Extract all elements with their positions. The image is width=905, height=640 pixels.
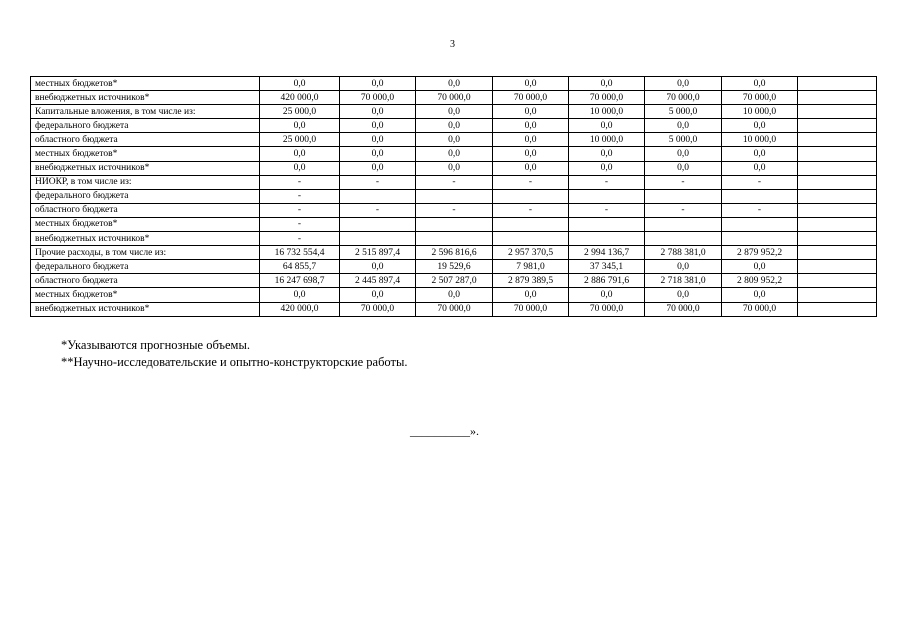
table-cell: 2 879 952,2	[722, 246, 798, 260]
table-cell: 0,0	[260, 147, 340, 161]
table-cell: 25 000,0	[260, 133, 340, 147]
table-row	[31, 288, 877, 302]
table-cell: 2 507 287,0	[416, 274, 493, 288]
table-cell	[645, 232, 722, 246]
table-cell	[569, 189, 645, 203]
table-row	[31, 77, 877, 91]
table-cell: 0,0	[416, 119, 493, 133]
footnote-forecast: *Указываются прогнозные объемы.	[61, 338, 250, 352]
table-cell: 0,0	[416, 77, 493, 91]
table-cell: 70 000,0	[569, 302, 645, 316]
table-cell: 10 000,0	[722, 105, 798, 119]
table-cell: 0,0	[493, 105, 569, 119]
row-label: внебюджетных источников*	[31, 302, 260, 316]
table-cell	[798, 274, 877, 288]
table-cell: 70 000,0	[722, 91, 798, 105]
table-cell: 0,0	[340, 147, 416, 161]
table-cell: 70 000,0	[645, 302, 722, 316]
table-cell	[340, 189, 416, 203]
table-cell	[340, 217, 416, 231]
table-cell: 2 515 897,4	[340, 246, 416, 260]
table-cell: -	[645, 175, 722, 189]
table-cell: -	[260, 189, 340, 203]
table-cell: 2 809 952,2	[722, 274, 798, 288]
table-cell: -	[722, 175, 798, 189]
table-cell: 2 788 381,0	[645, 246, 722, 260]
table-cell: 420 000,0	[260, 302, 340, 316]
budget-table	[30, 76, 877, 317]
table-cell: 0,0	[645, 119, 722, 133]
table-cell	[798, 203, 877, 217]
table-cell	[493, 217, 569, 231]
row-label: внебюджетных источников*	[31, 232, 260, 246]
row-label: Прочие расходы, в том числе из:	[31, 246, 260, 260]
table-cell	[798, 246, 877, 260]
table-cell: 0,0	[416, 161, 493, 175]
table-cell: 2 445 897,4	[340, 274, 416, 288]
table-cell: 0,0	[260, 77, 340, 91]
table-cell: 0,0	[569, 161, 645, 175]
table-row	[31, 133, 877, 147]
table-cell: -	[416, 203, 493, 217]
table-row	[31, 91, 877, 105]
table-cell: -	[416, 175, 493, 189]
table-cell: 0,0	[645, 77, 722, 91]
table-cell	[493, 232, 569, 246]
table-cell: 0,0	[416, 105, 493, 119]
table-cell: 70 000,0	[493, 91, 569, 105]
table-cell: 0,0	[493, 147, 569, 161]
table-cell: 10 000,0	[722, 133, 798, 147]
table-cell	[569, 232, 645, 246]
row-label: внебюджетных источников*	[31, 161, 260, 175]
table-cell: -	[722, 203, 798, 217]
table-cell: 70 000,0	[416, 91, 493, 105]
table-cell: 5 000,0	[645, 133, 722, 147]
table-cell	[493, 189, 569, 203]
table-row	[31, 105, 877, 119]
table-cell	[798, 232, 877, 246]
table-row	[31, 260, 877, 274]
table-cell	[798, 175, 877, 189]
table-cell: 0,0	[569, 288, 645, 302]
table-cell: -	[340, 203, 416, 217]
table-row	[31, 147, 877, 161]
table-cell: 0,0	[722, 161, 798, 175]
table-cell: 0,0	[569, 77, 645, 91]
footnote-niokr: **Научно-исследовательские и опытно-конструкторские работы.	[61, 355, 408, 369]
row-label: Капитальные вложения, в том числе из:	[31, 105, 260, 119]
table-cell: 25 000,0	[260, 105, 340, 119]
table-cell: 0,0	[416, 147, 493, 161]
footnotes	[61, 337, 408, 371]
table-row	[31, 203, 877, 217]
table-cell: -	[569, 175, 645, 189]
row-label: федерального бюджета	[31, 260, 260, 274]
table-cell	[722, 232, 798, 246]
table-cell	[798, 260, 877, 274]
table-cell: 0,0	[340, 133, 416, 147]
table-cell: -	[340, 175, 416, 189]
table-cell	[798, 288, 877, 302]
table-cell: -	[493, 203, 569, 217]
table-cell	[798, 77, 877, 91]
table-cell: 0,0	[722, 119, 798, 133]
table-cell: 0,0	[722, 77, 798, 91]
table-cell	[722, 189, 798, 203]
table-cell: 420 000,0	[260, 91, 340, 105]
table-cell: 2 994 136,7	[569, 246, 645, 260]
table-cell: 0,0	[569, 119, 645, 133]
table-cell: 2 718 381,0	[645, 274, 722, 288]
table-cell	[645, 189, 722, 203]
table-cell	[645, 217, 722, 231]
table-cell: 70 000,0	[493, 302, 569, 316]
table-cell: 0,0	[340, 288, 416, 302]
table-cell: 0,0	[645, 147, 722, 161]
table-cell: 0,0	[493, 77, 569, 91]
table-row	[31, 274, 877, 288]
table-cell: -	[493, 175, 569, 189]
table-cell	[798, 161, 877, 175]
table-cell	[798, 91, 877, 105]
table-cell: 7 981,0	[493, 260, 569, 274]
table-cell: 70 000,0	[722, 302, 798, 316]
table-cell: 5 000,0	[645, 105, 722, 119]
table-row	[31, 175, 877, 189]
table-row	[31, 232, 877, 246]
table-cell	[722, 217, 798, 231]
row-label: областного бюджета	[31, 274, 260, 288]
table-cell: 0,0	[416, 133, 493, 147]
closing-mark: __________».	[410, 424, 479, 438]
table-cell: -	[260, 203, 340, 217]
table-cell	[798, 189, 877, 203]
row-label: местных бюджетов*	[31, 217, 260, 231]
page-number: 3	[450, 39, 455, 50]
table-cell	[798, 133, 877, 147]
row-label: областного бюджета	[31, 133, 260, 147]
table-cell: 64 855,7	[260, 260, 340, 274]
table-row	[31, 189, 877, 203]
table-cell: 0,0	[722, 147, 798, 161]
table-cell: 2 886 791,6	[569, 274, 645, 288]
table-cell: 0,0	[493, 161, 569, 175]
table-cell: 2 879 389,5	[493, 274, 569, 288]
table-cell: 0,0	[340, 119, 416, 133]
table-row	[31, 217, 877, 231]
table-cell: 70 000,0	[645, 91, 722, 105]
table-cell: 70 000,0	[416, 302, 493, 316]
table-cell: 0,0	[260, 161, 340, 175]
table-cell: 0,0	[493, 133, 569, 147]
table-cell: -	[645, 203, 722, 217]
table-row	[31, 302, 877, 316]
row-label: федерального бюджета	[31, 189, 260, 203]
table-cell: 0,0	[645, 288, 722, 302]
row-label: областного бюджета	[31, 203, 260, 217]
table-cell: 10 000,0	[569, 105, 645, 119]
table-row	[31, 246, 877, 260]
table-cell	[340, 232, 416, 246]
table-cell: -	[260, 217, 340, 231]
table-cell: -	[569, 203, 645, 217]
table-cell: 0,0	[416, 288, 493, 302]
table-cell	[798, 119, 877, 133]
table-cell: 0,0	[260, 288, 340, 302]
table-cell: 0,0	[493, 288, 569, 302]
row-label: внебюджетных источников*	[31, 91, 260, 105]
table-cell	[798, 217, 877, 231]
table-cell: 10 000,0	[569, 133, 645, 147]
table-cell: 37 345,1	[569, 260, 645, 274]
table-cell: 0,0	[722, 288, 798, 302]
table-cell: 16 247 698,7	[260, 274, 340, 288]
table-cell	[798, 302, 877, 316]
table-cell: 0,0	[493, 119, 569, 133]
budget-table-body	[31, 77, 877, 317]
table-cell: 0,0	[340, 161, 416, 175]
table-cell	[416, 217, 493, 231]
table-row	[31, 161, 877, 175]
table-cell: 0,0	[340, 260, 416, 274]
table-cell: 70 000,0	[340, 302, 416, 316]
table-cell: 70 000,0	[569, 91, 645, 105]
table-cell: 0,0	[722, 260, 798, 274]
table-cell	[416, 232, 493, 246]
table-cell: 0,0	[569, 147, 645, 161]
table-cell	[416, 189, 493, 203]
row-label: местных бюджетов*	[31, 77, 260, 91]
table-cell: 19 529,6	[416, 260, 493, 274]
table-cell: 0,0	[645, 260, 722, 274]
table-cell	[798, 105, 877, 119]
row-label: местных бюджетов*	[31, 147, 260, 161]
table-cell	[569, 217, 645, 231]
table-cell: 2 957 370,5	[493, 246, 569, 260]
table-cell: 0,0	[340, 77, 416, 91]
table-cell: -	[260, 232, 340, 246]
table-cell: 70 000,0	[340, 91, 416, 105]
table-cell: 0,0	[340, 105, 416, 119]
row-label: местных бюджетов*	[31, 288, 260, 302]
table-cell: 16 732 554,4	[260, 246, 340, 260]
table-cell: 0,0	[645, 161, 722, 175]
table-cell: 0,0	[260, 119, 340, 133]
table-row	[31, 119, 877, 133]
table-cell: -	[260, 175, 340, 189]
row-label: НИОКР, в том числе из:	[31, 175, 260, 189]
row-label: федерального бюджета	[31, 119, 260, 133]
table-cell: 2 596 816,6	[416, 246, 493, 260]
table-cell	[798, 147, 877, 161]
